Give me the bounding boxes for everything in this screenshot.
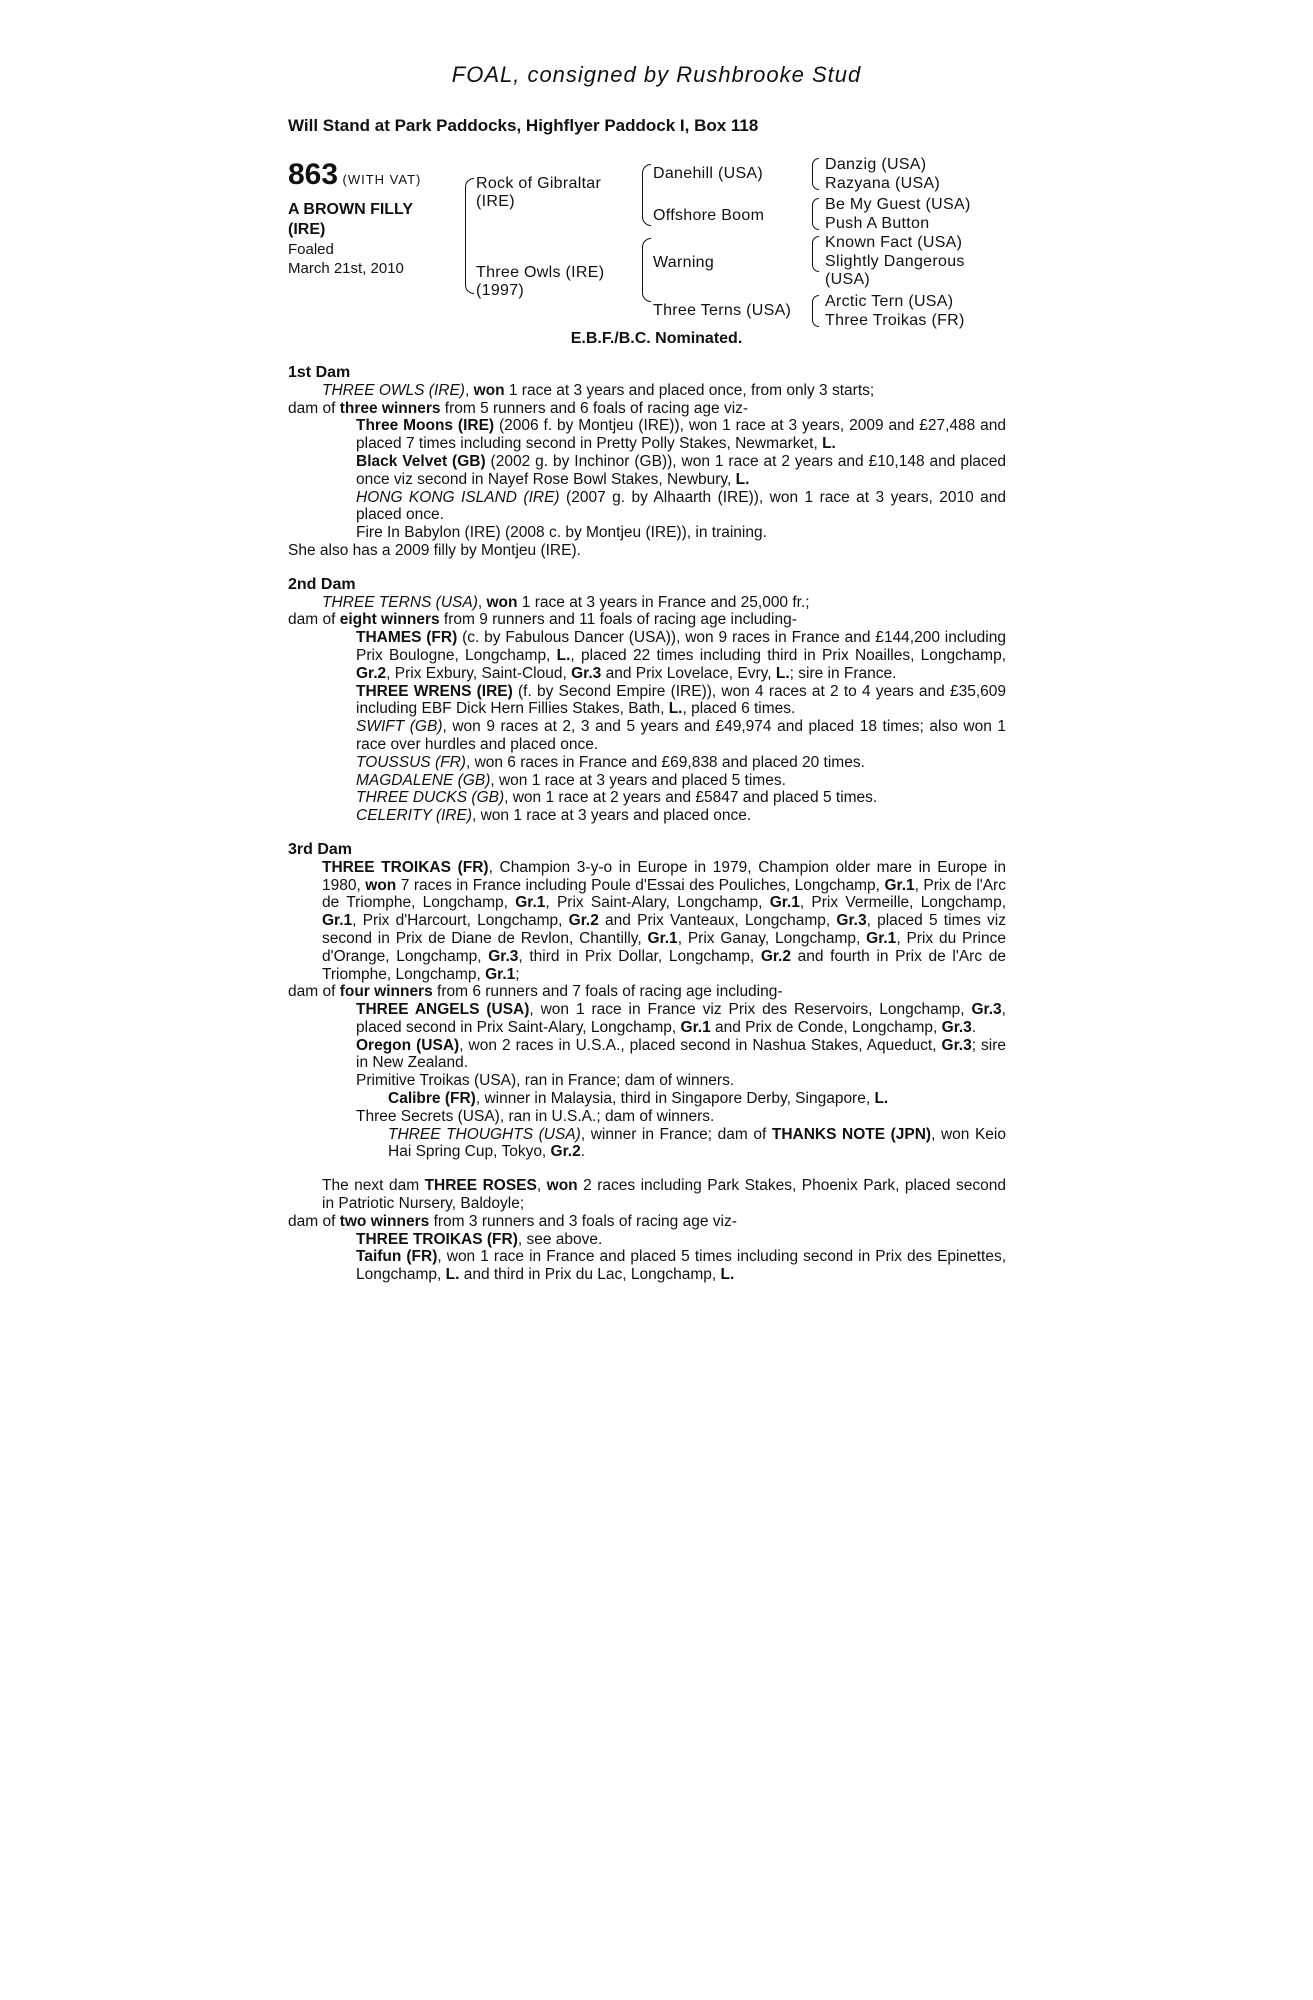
section-gap xyxy=(288,560,1006,576)
progeny-entry: Primitive Troikas (USA), ran in France; dam of winners. xyxy=(356,1072,735,1090)
progeny-entry: SWIFT (GB), won 9 races at 2, 3 and 5 years and £49,974 and placed 18 times; also won 1 race over hurdles and placed once. xyxy=(356,718,1006,753)
ddd: Three Troikas (FR) xyxy=(825,312,965,329)
progeny-entry: TOUSSUS (FR), won 6 races in France and £69,838 and placed 20 times. xyxy=(356,753,865,771)
progeny-entry: She also has a 2009 filly by Montjeu (IRE). xyxy=(288,541,581,559)
lot-number: 863 xyxy=(288,158,339,191)
lot-number-row xyxy=(288,158,478,192)
brace-gen3-2 xyxy=(812,198,819,230)
sire-sire: Danehill (USA) xyxy=(653,165,764,182)
progeny-entry: CELERITY (IRE), won 1 race at 3 years and placed once. xyxy=(356,807,752,825)
dds: Arctic Tern (USA) xyxy=(825,293,954,310)
progeny-entry: Oregon (USA), won 2 races in U.S.A., placed second in Nashua Stakes, Aqueduct, Gr.3; sire in New Zealand. xyxy=(356,1036,1007,1072)
foaled-date: March 21st, 2010 xyxy=(288,260,404,277)
first-dam-summary: dam of three winners from 5 runners and 6 foals of racing age viz- xyxy=(288,399,749,417)
progeny-entry: THREE DUCKS (GB), won 1 race at 2 years and £5847 and placed 5 times. xyxy=(356,789,878,807)
stand-location: Will Stand at Park Paddocks, Highflyer Paddock I, Box 118 xyxy=(288,116,759,135)
horse-description-2: (IRE) xyxy=(288,221,326,238)
sdd: Push A Button xyxy=(825,215,930,232)
foaled-label: Foaled xyxy=(288,241,334,258)
sire: Rock of Gibraltar xyxy=(476,175,602,192)
third-dam-summary: dam of four winners from 6 runners and 7 foals of racing age including- xyxy=(288,983,783,1001)
sds: Be My Guest (USA) xyxy=(825,196,971,213)
consignment-line: FOAL, consigned by Rushbrooke Stud xyxy=(451,62,862,87)
vat-note: (WITH VAT) xyxy=(342,172,422,187)
third-dam-heading: 3rd Dam xyxy=(288,840,353,858)
sire-country: (IRE) xyxy=(476,193,515,210)
first-dam-heading: 1st Dam xyxy=(288,364,351,381)
nomination: E.B.F./B.C. Nominated. xyxy=(570,330,743,347)
section-gap xyxy=(288,1161,1006,1177)
dam-year: (1997) xyxy=(476,282,525,299)
brace-gen3-4 xyxy=(812,295,819,327)
next-dam-summary: dam of two winners from 3 runners and 3 foals of racing age viz- xyxy=(288,1212,737,1230)
sire-dam: Offshore Boom xyxy=(653,207,765,224)
second-dam-record: THREE TERNS (USA), won 1 race at 3 years in France and 25,000 fr.; xyxy=(322,593,810,611)
progeny-entry: Calibre (FR), winner in Malaysia, third in Singapore Derby, Singapore, L. xyxy=(388,1090,889,1108)
second-dam-heading: 2nd Dam xyxy=(288,575,356,593)
progeny-entry: THREE THOUGHTS (USA), winner in France; dam of THANKS NOTE (JPN), won Keio Hai Spring Cup, Tokyo, Gr.2. xyxy=(388,1125,1006,1161)
progeny-entry: THAMES (FR) (c. by Fabulous Dancer (USA)), won 9 races in France and £144,200 including Prix Boulogne, Longchamp, L., placed 22 times including third in Prix Noailles, Longchamp, Gr.2, Prix Exbury, Saint-Cloud, Gr.3 and Prix Lovelace, Evry, L.; sire in France. xyxy=(356,629,1006,682)
dam-sire: Warning xyxy=(653,254,715,271)
second-dam-summary: dam of eight winners from 9 runners and 11 foals of racing age including- xyxy=(288,611,797,629)
brace-dam-parents xyxy=(642,238,651,302)
progeny-entry: THREE ANGELS (USA), won 1 race in France viz Prix des Reservoirs, Longchamp, Gr.3, placed second in Prix Saint-Alary, Longchamp, Gr.1 and Prix de Conde, Longchamp, Gr.3. xyxy=(356,1001,1006,1036)
progeny-entry: Fire In Babylon (IRE) (2008 c. by Montjeu (IRE)), in training. xyxy=(356,524,767,542)
dsd-1: Slightly Dangerous xyxy=(825,253,965,270)
progeny-entry: Taifun (FR), won 1 race in France and placed 5 times including second in Prix des Epinettes, Longchamp, L. and third in Prix du Lac, Longchamp, L. xyxy=(356,1248,1007,1284)
brace-sire-parents xyxy=(642,164,651,226)
progeny-entry: HONG KONG ISLAND (IRE) (2007 g. by Alhaarth (IRE)), won 1 race at 3 years, 2010 and placed once. xyxy=(356,488,1006,524)
brace-gen3-1 xyxy=(812,158,819,190)
progeny-entry: Black Velvet (GB) (2002 g. by Inchinor (GB)), won 1 race at 2 years and £10,148 and placed once viz second in Nayef Rose Bowl Stakes, Newbury, L. xyxy=(356,452,1007,488)
dsd-2: (USA) xyxy=(825,271,871,288)
third-dam-record: THREE TROIKAS (FR), Champion 3-y-o in Europe in 1979, Champion older mare in Europe in 1980, won 7 races in France including Poule d'Essai des Pouliches, Longchamp, Gr.1, Prix de l'Arc de Triomphe, Longchamp, Gr.1, Prix Saint-Alary, Longchamp, Gr.1, Prix Vermeille, Longchamp, Gr.1, Prix d'Harcourt, Longchamp, Gr.2 and Prix Vanteaux, Longchamp, Gr.3, placed 5 times viz second in Prix de Diane de Revlon, Chantilly, Gr.1, Prix Ganay, Longchamp, Gr.1, Prix du Prince d'Orange, Longchamp, Gr.3, third in Prix Dollar, Longchamp, Gr.2 and fourth in Prix de l'Arc de Triomphe, Longchamp, Gr.1; xyxy=(322,858,1007,983)
lot-info xyxy=(288,158,478,278)
progeny-entry: Three Secrets (USA), ran in U.S.A.; dam of winners. xyxy=(356,1107,715,1125)
progeny-entry: Three Moons (IRE) (2006 f. by Montjeu (IRE)), won 1 race at 3 years, 2009 and £27,488 and placed 7 times including second in Pretty Polly Stakes, Newmarket, L. xyxy=(356,417,1006,453)
next-dam-record: The next dam THREE ROSES, won 2 races including Park Stakes, Phoenix Park, placed second in Patriotic Nursery, Baldoyle; xyxy=(322,1177,1006,1213)
dss: Known Fact (USA) xyxy=(825,234,963,251)
progeny-entry: THREE TROIKAS (FR), see above. xyxy=(356,1230,603,1248)
catalogue-notes xyxy=(288,364,1006,1284)
first-dam-record: THREE OWLS (IRE), won 1 race at 3 years and placed once, from only 3 starts; xyxy=(322,381,875,399)
ssd: Razyana (USA) xyxy=(825,175,941,192)
dam: Three Owls (IRE) xyxy=(476,264,605,281)
progeny-entry: MAGDALENE (GB), won 1 race at 3 years and placed 5 times. xyxy=(356,771,786,789)
brace-gen3-3 xyxy=(812,236,819,272)
progeny-entry: THREE WRENS (IRE) (f. by Second Empire (IRE)), won 4 races at 2 to 4 years and £35,609 including EBF Dick Hern Fillies Stakes, Bath, L., placed 6 times. xyxy=(356,682,1006,718)
horse-description-1: A BROWN FILLY xyxy=(288,201,414,218)
dam-dam: Three Terns (USA) xyxy=(653,302,792,319)
sss: Danzig (USA) xyxy=(825,156,927,173)
brace-gen1 xyxy=(465,178,474,294)
section-gap xyxy=(288,825,1006,841)
